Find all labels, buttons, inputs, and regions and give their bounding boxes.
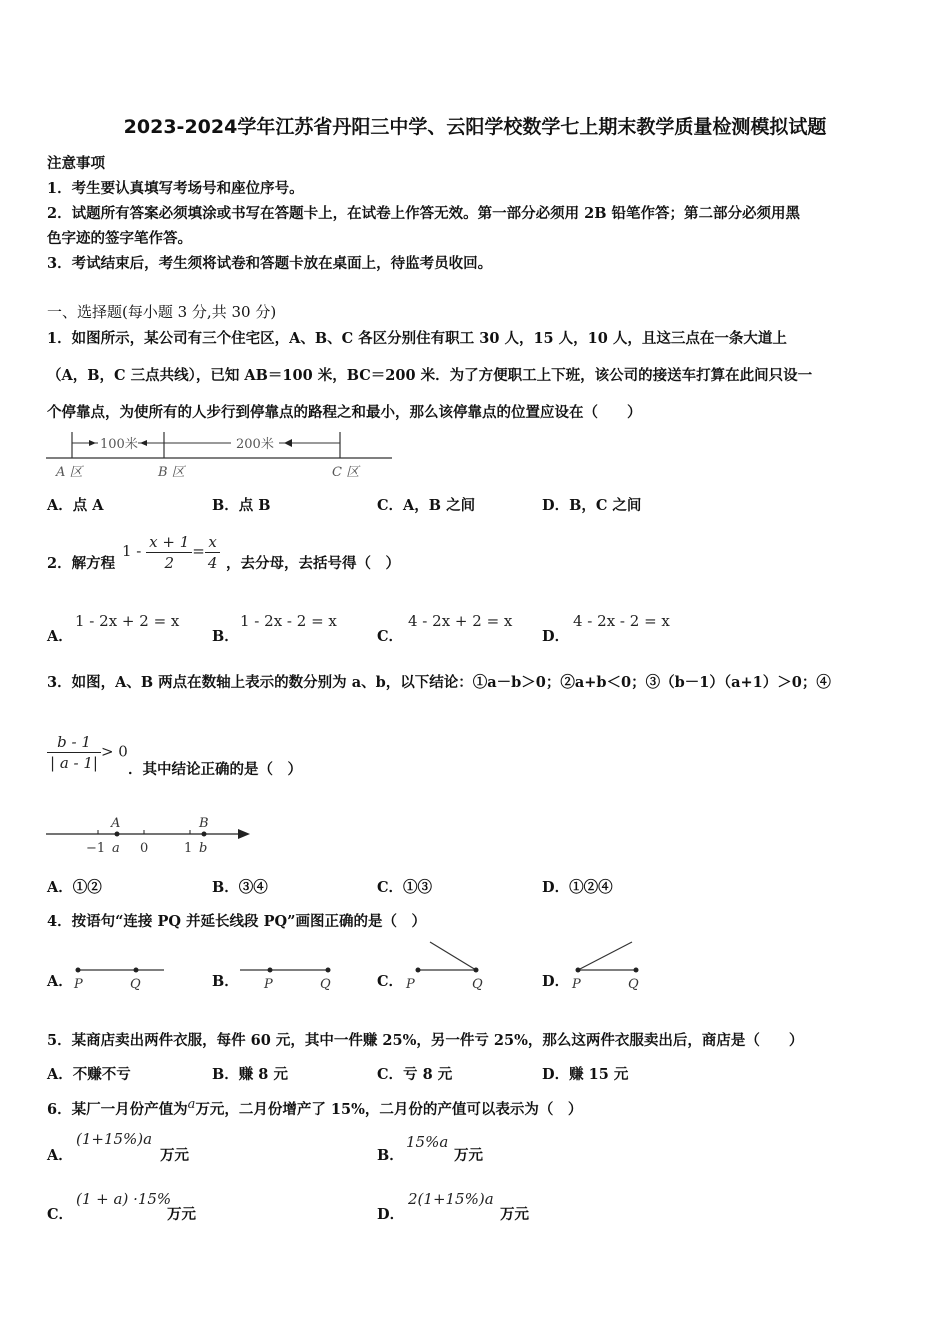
q3-option-b: B．③④ [212, 879, 268, 896]
label-q: Q [628, 977, 639, 992]
notice-heading: 注意事项 [47, 155, 105, 172]
label-p: P [74, 977, 83, 992]
section-heading: 一、选择题(每小题 3 分,共 30 分) [47, 303, 277, 321]
label-zero: 0 [140, 841, 149, 856]
q2-expr-c: 4 - 2x + 2 = x [408, 612, 513, 630]
q6-line [47, 1097, 582, 1119]
q6-label-b: B． [377, 1147, 404, 1164]
q5-option-c: C．亏 8 元 [377, 1066, 453, 1083]
q6-label-c: C． [47, 1206, 74, 1223]
label-a: a [112, 841, 120, 856]
q2-fraction-1 [146, 532, 192, 573]
arrow-bc [284, 439, 292, 447]
q4-figure-d [568, 936, 644, 992]
q5-option-a: A．不赚不亏 [47, 1066, 131, 1083]
notice-item-3: 3．考试结束后，考生须将试卷和答题卡放在桌面上，待监考员收回。 [47, 255, 493, 272]
q3-gt-zero: > 0 [100, 742, 128, 761]
label-one: 1 [184, 841, 193, 856]
q6-expr-a: (1+15%)a [76, 1130, 153, 1148]
q3-fraction [47, 732, 101, 773]
q6-expr-c: (1 + a) ·15% [76, 1190, 172, 1208]
label-area-b: B 区 [158, 465, 185, 480]
q1-option-a: A．点 A [47, 497, 104, 514]
point-q [634, 968, 639, 973]
q1-option-c: C．A，B 之间 [377, 497, 476, 514]
notice-item-2a: 2．试题所有答案必须填涂或书写在答题卡上，在试卷上作答无效。第一部分必须用 2B 铅笔作答；第二部分必须用黑 [47, 205, 801, 222]
q2-label-a: A． [47, 628, 73, 645]
axis-arrow [238, 829, 250, 839]
q4-figure-b [236, 958, 336, 992]
q3-number-line [44, 812, 254, 856]
q3-frac-num: b - 1 [47, 732, 101, 753]
arrow-ab-left [140, 440, 147, 446]
point-q [134, 968, 139, 973]
label-p: P [264, 977, 273, 992]
q4-figure-a [70, 958, 170, 992]
q2-frac1-num: x + 1 [146, 532, 192, 553]
label-p: P [406, 977, 415, 992]
q2-suffix: ，去分母，去括号得（ ） [226, 555, 400, 572]
point-p [416, 968, 421, 973]
q2-expr-d: 4 - 2x - 2 = x [573, 612, 670, 630]
point-p [576, 968, 581, 973]
notice-item-1: 1．考生要认真填写考场号和座位序号。 [47, 180, 304, 197]
q3-line-2: ．其中结论正确的是（ ） [128, 761, 302, 778]
q2-expr-a: 1 - 2x + 2 = x [75, 612, 180, 630]
q6-label-a: A． [47, 1147, 73, 1164]
q1-road-figure [44, 428, 396, 484]
point-p [268, 968, 273, 973]
q3-frac-den: | a - 1| [50, 754, 98, 772]
q2-eq-sign: = [192, 542, 205, 560]
label-100m: 100米 [100, 437, 138, 452]
label-q: Q [320, 977, 331, 992]
page-title: 2023-2024学年江苏省丹阳三中学、云阳学校数学七上期末教学质量检测模拟试题 [123, 116, 827, 138]
q6-var: a [187, 1097, 196, 1112]
q1-line-1: 1．如图所示，某公司有三个住宅区，A、B、C 各区分别住有职工 30 人，15 人，10 人，且这三点在一条大道上 [47, 330, 787, 347]
q3-option-c: C．①③ [377, 879, 433, 896]
q6-unit-b: 万元 [454, 1147, 483, 1164]
q6-unit-a: 万元 [160, 1147, 189, 1164]
point-a [115, 832, 120, 837]
q6-label-d: D． [377, 1206, 405, 1223]
q6-pre: 6．某厂一月份产值为 [47, 1100, 188, 1118]
q6-expr-d: 2(1+15%)a [408, 1190, 494, 1208]
q1-line-2: （A，B，C 三点共线），已知 AB＝100 米，BC＝200 米．为了方便职工上下班，该公司的接送车打算在此间只设一 [47, 367, 813, 384]
q2-expr-b: 1 - 2x - 2 = x [240, 612, 337, 630]
q6-unit-d: 万元 [500, 1206, 529, 1223]
q2-frac2-num: x [205, 532, 221, 553]
q5-option-b: B．赚 8 元 [212, 1066, 288, 1083]
q2-equation [122, 527, 220, 575]
q3-option-d: D．①②④ [542, 879, 613, 896]
q6-expr-b: 15%a [406, 1133, 449, 1151]
notice-item-2b: 色字迹的签字笔作答。 [47, 230, 192, 247]
q4-label-c: C． [377, 973, 404, 990]
q4-label-b: B． [212, 973, 239, 990]
label-area-c: C 区 [332, 465, 360, 480]
q3-line-1: 3．如图，A、B 两点在数轴上表示的数分别为 a、b，以下结论：①a－b＞0；②a+b＜0；③（b－1）（a+1）＞0；④ [47, 674, 831, 691]
q4-line: 4．按语句“连接 PQ 并延长线段 PQ”画图正确的是（ ） [47, 913, 426, 930]
label-minus-1: −1 [86, 841, 106, 856]
q2-label-b: B． [212, 628, 239, 645]
q5-option-d: D．赚 15 元 [542, 1066, 629, 1083]
q1-line-3: 个停靠点，为使所有的人步行到停靠点的路程之和最小，那么该停靠点的位置应设在（ ） [47, 404, 642, 421]
point-p [76, 968, 81, 973]
label-200m: 200米 [236, 437, 274, 452]
label-b: b [199, 841, 208, 856]
label-q: Q [472, 977, 483, 992]
label-A: A [111, 816, 121, 831]
label-q: Q [130, 977, 141, 992]
point-q [474, 968, 479, 973]
q3-option-a: A．①② [47, 879, 102, 896]
q5-line: 5．某商店卖出两件衣服，每件 60 元，其中一件赚 25%，另一件亏 25%，那么这两件衣服卖出后，商店是（ ） [47, 1032, 804, 1049]
q4-figure-c [402, 940, 498, 992]
q4-label-d: D． [542, 973, 570, 990]
q6-unit-c: 万元 [167, 1206, 196, 1223]
q4-label-a: A． [47, 973, 73, 990]
q1-option-d: D．B，C 之间 [542, 497, 642, 514]
q2-eq-lhs: 1 - [122, 542, 142, 560]
q2-label-c: C． [377, 628, 404, 645]
q2-label-d: D． [542, 628, 570, 645]
q2-frac2-den: 4 [207, 553, 218, 572]
q2-prefix: 2．解方程 [47, 555, 116, 572]
point-b [202, 832, 207, 837]
label-p: P [572, 977, 581, 992]
label-area-a: A 区 [56, 465, 83, 480]
q6-post: 万元，二月份增产了 15%，二月份的产值可以表示为（ ） [195, 1100, 583, 1118]
q1-option-b: B．点 B [212, 497, 271, 514]
q2-frac1-den: 2 [164, 553, 174, 572]
point-q [326, 968, 331, 973]
q3-inequality [47, 732, 128, 773]
label-B: B [199, 816, 209, 831]
arrow-ab-right [89, 440, 96, 446]
q2-fraction-2 [205, 532, 221, 573]
